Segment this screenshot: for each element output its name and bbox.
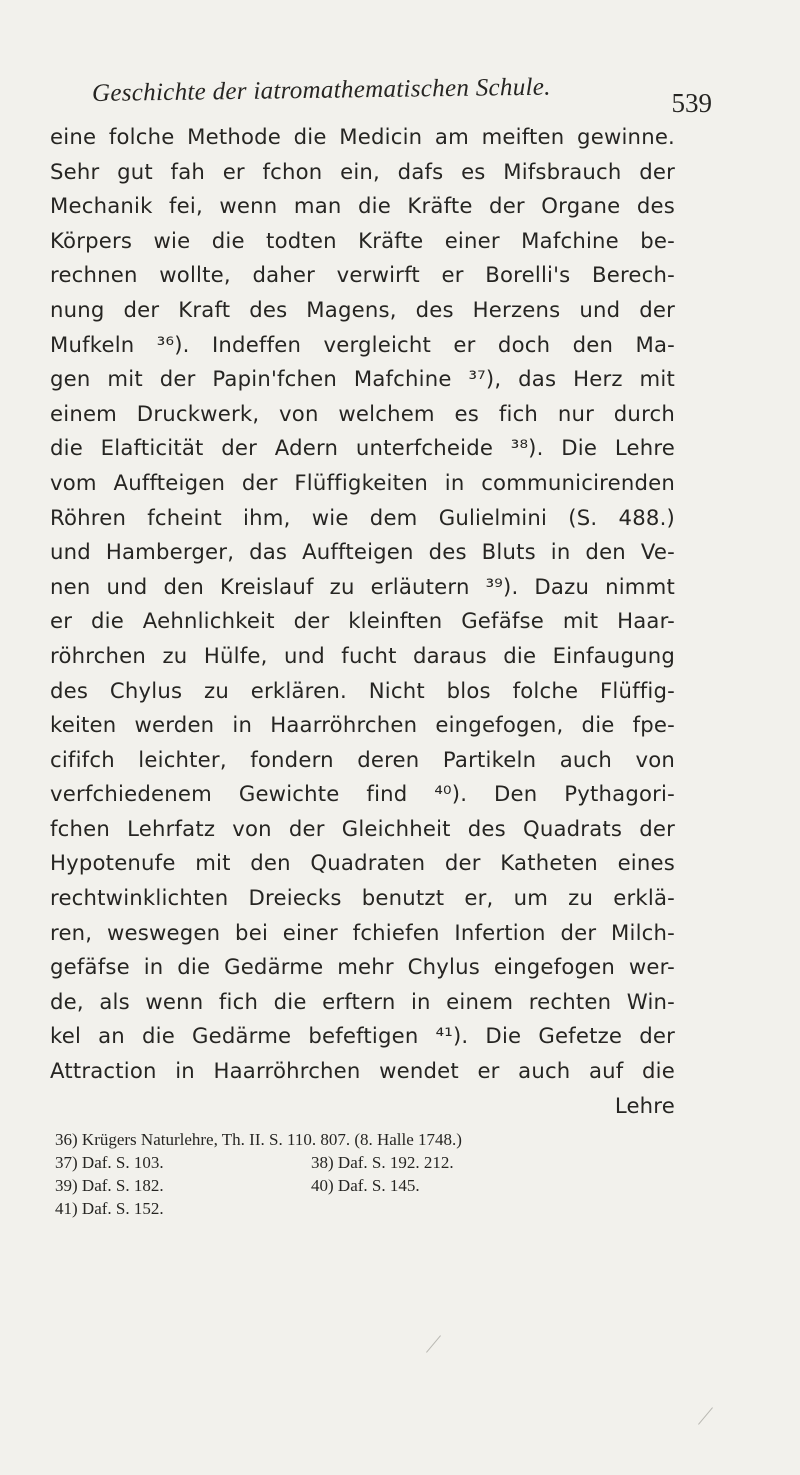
- text-line: keiten werden in Haarröhrchen eingefogen, die fpe-: [50, 712, 675, 738]
- text-line: des Chylus zu erklären. Nicht blos folche Flüffig-: [50, 677, 675, 703]
- text-line: röhrchen zu Hülfe, und fucht daraus die Einfaugung: [50, 642, 675, 668]
- running-title: Geschichte der iatromathematischen Schule.: [91, 73, 551, 107]
- page-number: 539: [671, 88, 712, 118]
- paper-mark: [426, 1335, 441, 1352]
- text-line: Attraction in Haarröhrchen wendet er auch auf die: [50, 1058, 675, 1084]
- text-line: einem Druckwerk, von welchem es fich nur durch: [50, 400, 675, 426]
- text-line: ren, weswegen bei einer fchiefen Infertion der Milch-: [50, 919, 675, 945]
- footnote-38: 38) Daf. S. 192. 212.: [311, 1153, 454, 1172]
- footnote-37: 37) Daf. S. 103.: [55, 1153, 164, 1172]
- text-line: rechnen wollte, daher verwirft er Borelli's Berech-: [50, 262, 675, 288]
- page-header: [92, 72, 712, 122]
- text-line: fchen Lehrfatz von der Gleichheit des Quadrats der: [50, 815, 675, 841]
- text-line: Mufkeln ³⁶). Indeffen vergleicht er doch den Ma-: [50, 331, 675, 357]
- text-line: kel an die Gedärme befeftigen ⁴¹). Die Gefetze der: [50, 1023, 675, 1049]
- text-line: nung der Kraft des Magens, des Herzens und der: [50, 296, 675, 322]
- footnote-40: 40) Daf. S. 145.: [311, 1176, 420, 1195]
- footnotes: [55, 1128, 675, 1220]
- text-line: er die Aehnlichkeit der kleinften Gefäfse mit Haar-: [50, 608, 675, 634]
- text-line: vom Auffteigen der Flüffigkeiten in communicirenden: [50, 469, 675, 495]
- text-line: Mechanik fei, wenn man die Kräfte der Organe des: [50, 193, 675, 219]
- text-line: rechtwinklichten Dreiecks benutzt er, um zu erklä-: [50, 885, 675, 911]
- footnote-41: 41) Daf. S. 152.: [55, 1199, 164, 1218]
- footnote-row: [55, 1174, 675, 1197]
- text-line: Röhren fcheint ihm, wie dem Gulielmini (S. 488.): [50, 504, 675, 530]
- text-line: Hypotenufe mit den Quadraten der Katheten eines: [50, 850, 675, 876]
- catchword: Lehre: [614, 1092, 675, 1118]
- footnote-36: 36) Krügers Naturlehre, Th. II. S. 110. 807. (8. Halle 1748.): [55, 1130, 462, 1149]
- footnote-row: [55, 1197, 675, 1220]
- text-line: Sehr gut fah er fchon ein, dafs es Mifsbrauch der: [50, 158, 675, 184]
- footnote-39: 39) Daf. S. 182.: [55, 1176, 164, 1195]
- text-line: gefäfse in die Gedärme mehr Chylus eingefogen wer-: [50, 954, 675, 980]
- footnote-row: [55, 1151, 675, 1174]
- text-line: cififch leichter, fondern deren Partikeln auch von: [50, 746, 675, 772]
- text-line: verfchiedenem Gewichte find ⁴⁰). Den Pythagori-: [50, 781, 675, 807]
- paper-mark: [698, 1407, 713, 1424]
- footnote-row: [55, 1128, 675, 1151]
- text-line: Körpers wie die todten Kräfte einer Mafchine be-: [50, 227, 675, 253]
- text-line: und Hamberger, das Auffteigen des Bluts in den Ve-: [50, 539, 675, 565]
- text-line: eine folche Methode die Medicin am meiften gewinne.: [50, 124, 675, 149]
- body-text: [50, 120, 675, 1123]
- text-line: nen und den Kreislauf zu erläutern ³⁹). Dazu nimmt: [50, 573, 675, 599]
- text-line: die Elafticität der Adern unterfcheide ³⁸). Die Lehre: [50, 435, 675, 461]
- text-line: gen mit der Papin'fchen Mafchine ³⁷), das Herz mit: [50, 366, 675, 392]
- text-line: de, als wenn fich die erftern in einem rechten Win-: [50, 988, 675, 1014]
